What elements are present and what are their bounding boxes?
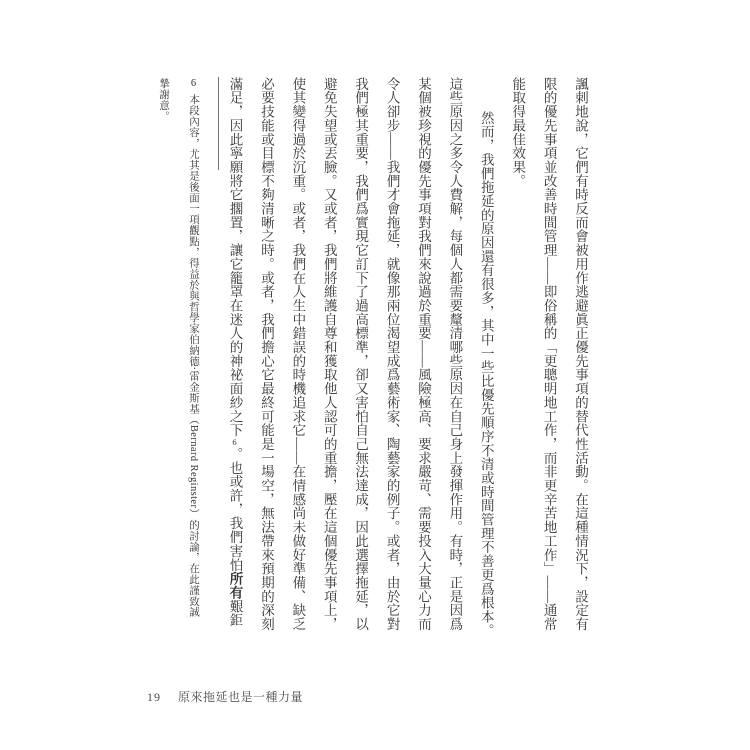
paragraph-1: 諷刺地說，它們有時反而會被用作逃避眞正優先事項的替代性活動。在這種情況下，設定有限的優先事項並改善時間管理——即俗稱的「更聰明地工作，而非更辛苦地工作」——通常能取得最佳效果。 <box>510 77 588 631</box>
paragraph-2-text: 艱鉅 <box>227 599 243 628</box>
main-text-block <box>214 77 596 641</box>
paragraph-2-text: 。也或許，我們害怕 <box>227 447 243 572</box>
chapter-title: 原來拖延也是一種力量 <box>178 690 304 704</box>
page-number: 19 <box>147 690 161 704</box>
paragraph-2 <box>218 77 502 641</box>
footnote-marker: 6 <box>188 78 199 89</box>
footnote-ref-superscript: 6 <box>229 437 240 448</box>
page-footer <box>147 688 303 705</box>
bold-emphasis: 所有 <box>227 571 243 600</box>
paragraph-2-text: 然而，我們拖延的原因還有很多，其中一些比優先順序不清或時間管理不善更爲根本。這些原因之多令人費解，每個人都需要釐清哪些原因在自己身上發揮作用。有時，正是因爲某個被珍視的優先事項對我們來說過於重要——風險極高、要求嚴苛、需要投入大量心力而令人卻步——我們才會拖延，就像那兩位渴望成爲藝術家、陶藝家的例子。或者，由於它對我們極其重要，我們爲實現它訂下了過高標準，卻又害怕自己無法達成，因此選擇拖延，以避免失望或丟臉。又或者，我們將維護自尊和獲取他人認可的重擔，壓在這個優先事項上，使其變得過於沉重。或者，我們在人生中錯誤的時機追求它——在情感尚未做好準備、缺乏必要技能或目標不夠清晰之時。或者，我們擔心它最終可能是一場空，無法帶來預期的深刻滿足，因此寧願將它擱置，讓它籠罩在迷人的神祕面紗之下 <box>227 77 494 638</box>
footnote-block <box>144 78 208 622</box>
footnote-text: 本段內容，尤其是後面一項觀點，得益於與哲學家伯納德·雷金斯基（Bernard Reginster）的討論，在此謹致誠摯謝意。 <box>158 78 199 618</box>
footnote-separator-rule <box>218 77 219 170</box>
